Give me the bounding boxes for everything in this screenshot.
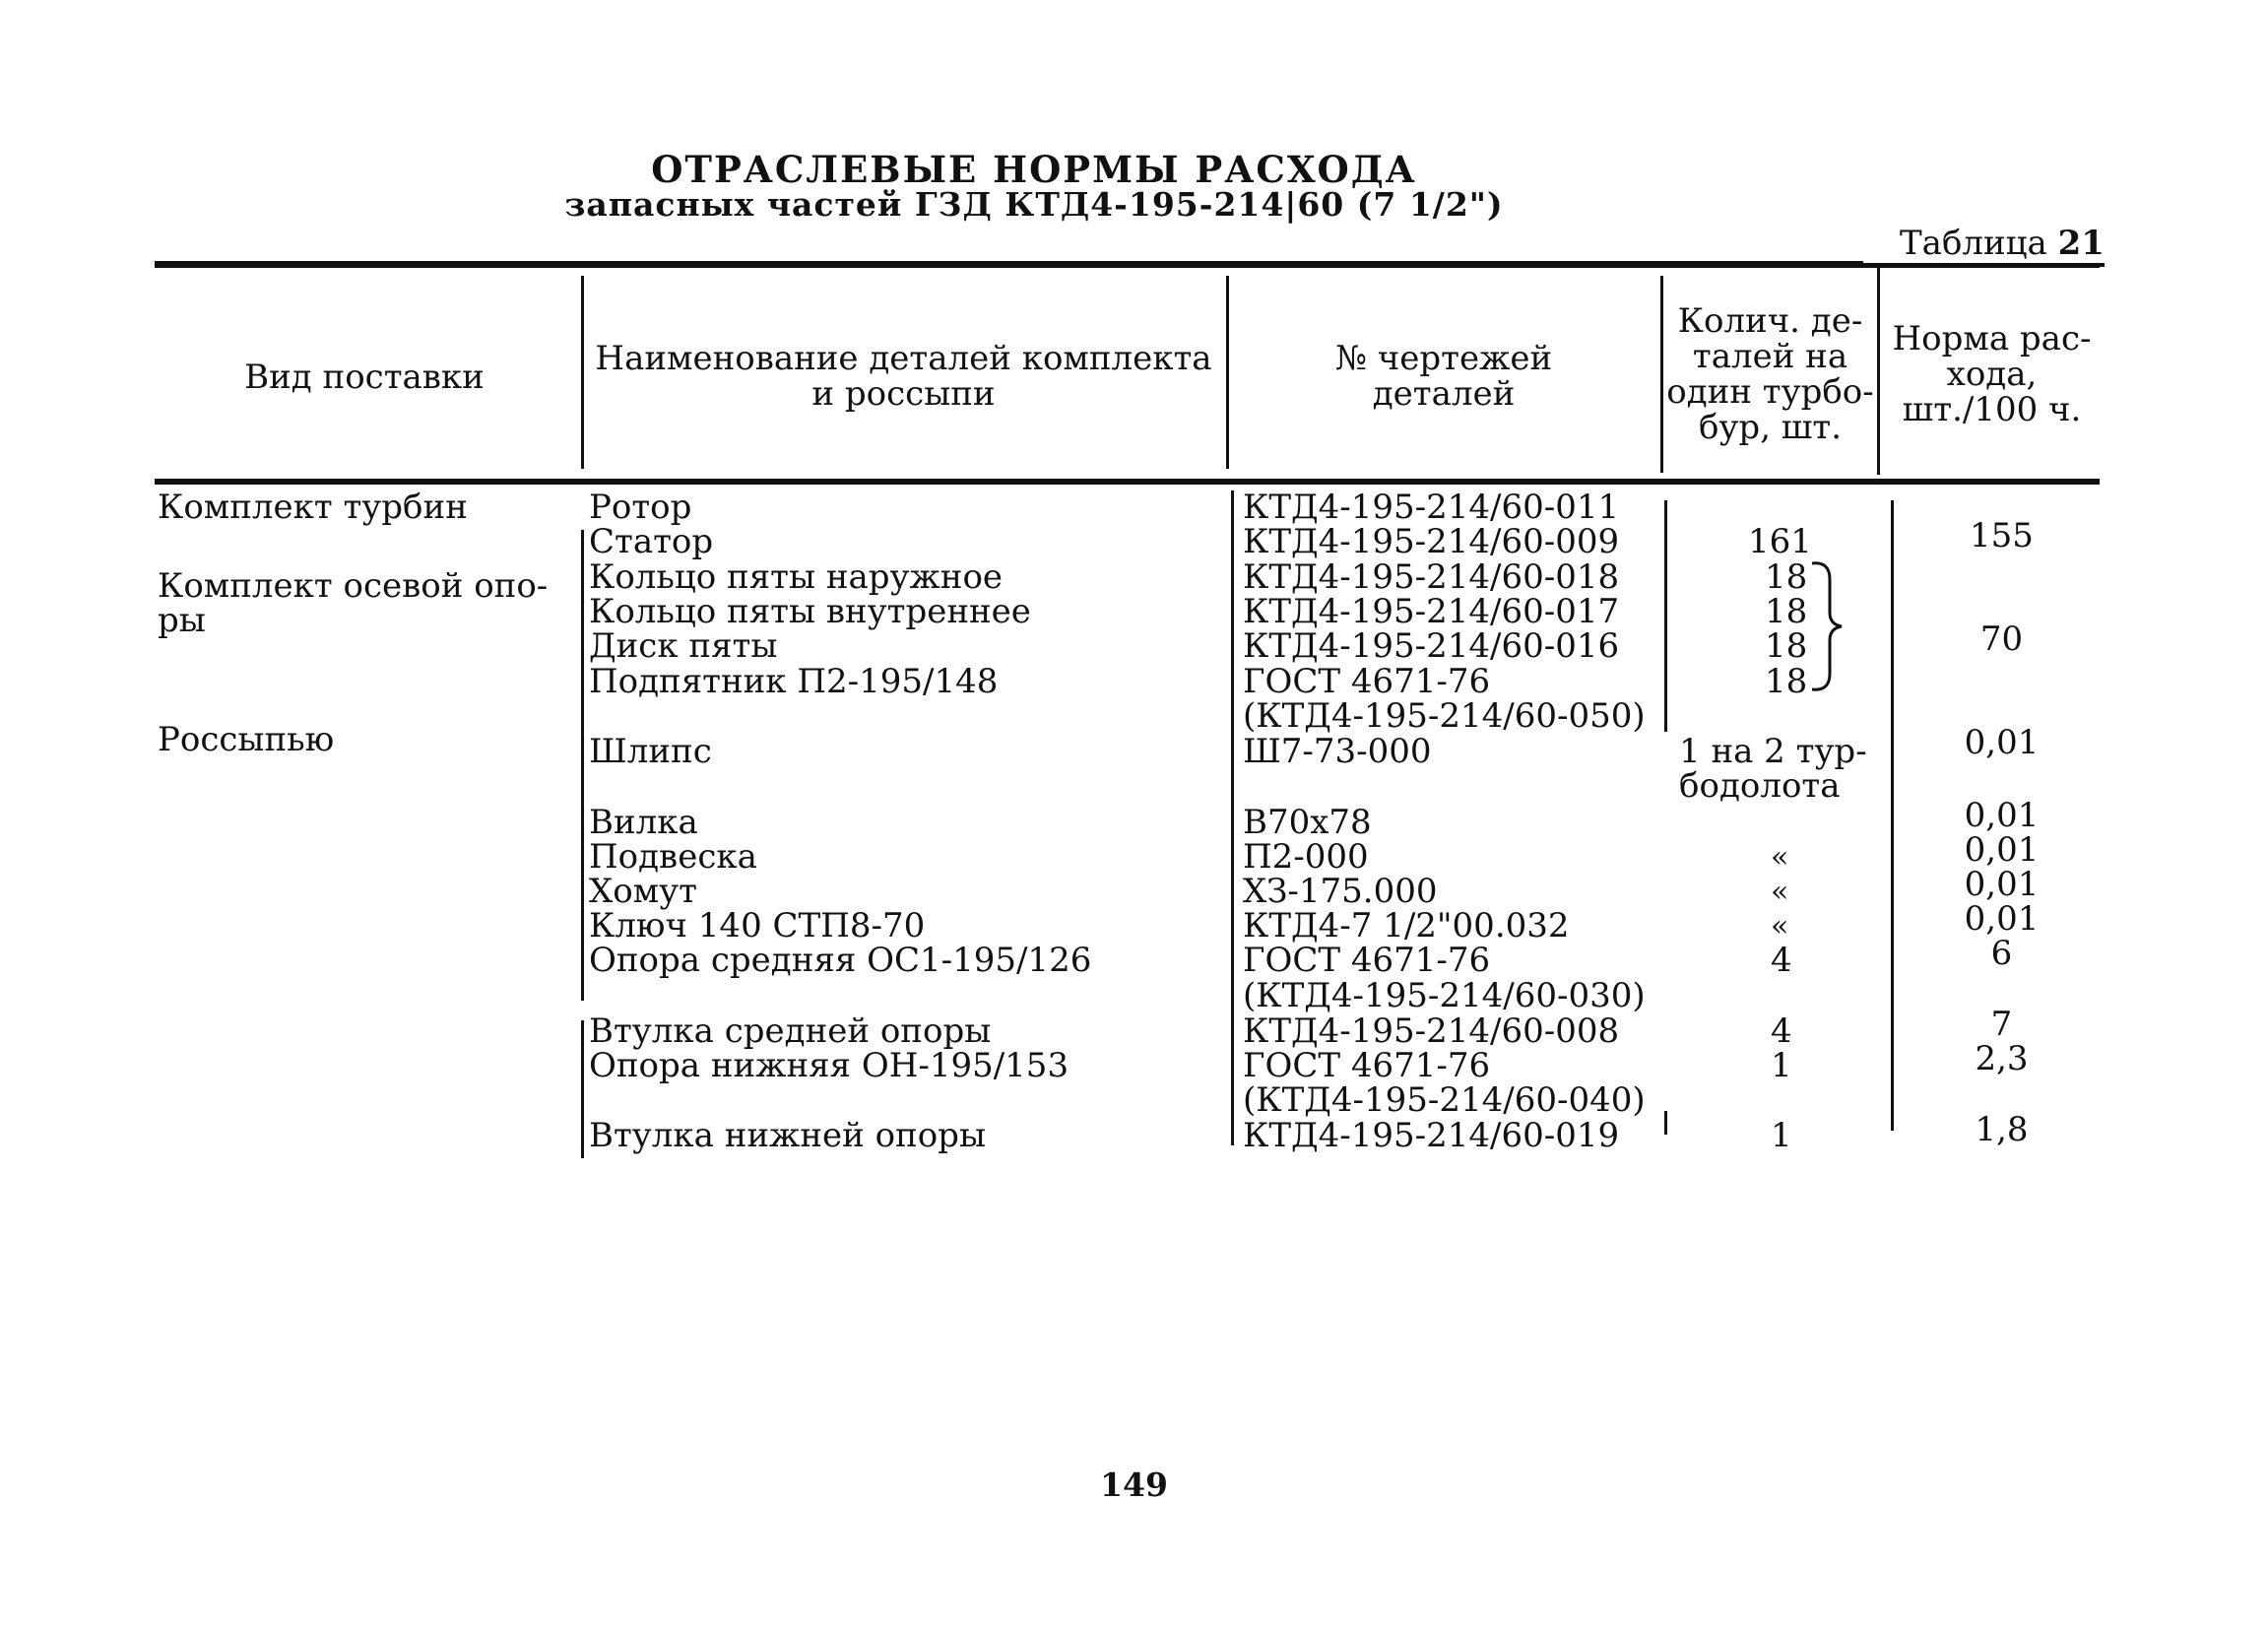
part-name: Шлипс (589, 732, 712, 771)
part-name: Ключ 140 СТП8-70 (589, 906, 926, 945)
header-divider-4 (1877, 268, 1880, 475)
header-norm (1881, 321, 2103, 427)
part-name: Втулка нижней опоры (589, 1116, 987, 1155)
drawing-number: ГОСТ 4671-76 (1243, 662, 1491, 701)
part-name: Подпятник П2-195/148 (589, 662, 999, 701)
drawing-number: КТД4-195-214/60-009 (1243, 522, 1620, 561)
group-turbine-set: Комплект турбин (158, 488, 468, 527)
body-divider-2 (1231, 490, 1234, 1145)
table-label-text: Таблица (1900, 224, 2047, 263)
quantity-value: 18 (1765, 592, 1808, 631)
header-quantity (1664, 303, 1876, 445)
norm-value: 2,3 (1975, 1039, 2029, 1078)
drawing-number: КТД4-195-214/60-008 (1243, 1011, 1620, 1051)
header-divider-3 (1660, 276, 1663, 473)
drawing-number: (КТД4-195-214/60-030) (1243, 976, 1646, 1015)
norm-value: 6 (1990, 934, 2013, 973)
drawing-number: КТД4-195-214/60-017 (1243, 592, 1620, 631)
drawing-number: КТД4-195-214/60-016 (1243, 626, 1620, 666)
drawing-number: П2-000 (1243, 837, 1369, 877)
quantity-value: 18 (1765, 626, 1808, 666)
header-quantity-line-3: один турбо- (1666, 372, 1874, 412)
part-name: Опора средняя ОС1-195/126 (589, 941, 1092, 980)
part-name: Ротор (589, 488, 692, 527)
group-axial-support-line-2: ры (158, 601, 206, 640)
group-axial-support (158, 566, 549, 640)
part-name: Кольцо пяты наружное (589, 557, 1004, 597)
drawing-number: КТД4-195-214/60-019 (1243, 1116, 1620, 1155)
part-name: Подвеска (589, 837, 757, 877)
body-divider-4 (1891, 500, 1894, 1131)
part-name: Статор (589, 522, 714, 561)
norm-value: 0,01 (1964, 830, 2040, 870)
header-part-name-line-2: и россыпи (811, 374, 996, 414)
quantity-shlips (1679, 732, 1867, 806)
table-top-rule (155, 261, 1863, 268)
quantity-value: 4 (1771, 941, 1792, 980)
part-name: Вилка (589, 803, 698, 842)
table-top-rule-right (1863, 263, 2100, 268)
table-number: 21 (2058, 224, 2105, 267)
drawing-number: (КТД4-195-214/60-040) (1243, 1080, 1646, 1120)
norm-value: 0,01 (1964, 865, 2040, 904)
header-quantity-line-2: талей на (1692, 337, 1848, 376)
drawing-number: (КТД4-195-214/60-050) (1243, 696, 1646, 736)
ditto-mark: « (1771, 840, 1789, 875)
quantity-value: 1 (1771, 1046, 1792, 1085)
drawing-number: КТД4-195-214/60-018 (1243, 557, 1620, 597)
body-divider-1b (581, 1020, 584, 1158)
quantity-value: 4 (1771, 1011, 1792, 1051)
header-drawing-number-line-1: № чертежей (1334, 339, 1553, 378)
norm-value: 7 (1990, 1005, 2013, 1044)
drawing-number: КТД4-7 1/2"00.032 (1243, 906, 1570, 945)
quantity-shlips-line-1: 1 на 2 тур- (1679, 732, 1867, 771)
part-name: Диск пяты (589, 626, 778, 666)
header-divider-2 (1226, 276, 1229, 469)
header-supply-type (158, 359, 571, 395)
header-drawing-number (1231, 341, 1656, 412)
quantity-value: 18 (1765, 662, 1808, 701)
part-name: Опора нижняя ОН-195/153 (589, 1046, 1069, 1085)
quantity-value: 1 (1771, 1116, 1792, 1155)
norm-value: 0,01 (1964, 899, 2040, 939)
header-supply-type-text: Вид поставки (244, 358, 485, 397)
part-name: Кольцо пяты внутреннее (589, 592, 1031, 631)
body-divider-3b (1664, 1111, 1667, 1135)
group-axial-support-line-1: Комплект осевой опо- (158, 566, 549, 606)
header-part-name (586, 341, 1221, 412)
quantity-shlips-line-2: бодолота (1679, 766, 1841, 806)
part-name: Хомут (589, 872, 697, 911)
norm-value: 0,01 (1964, 723, 2040, 762)
drawing-number: Ш7-73-000 (1243, 732, 1432, 771)
quantity-value: 161 (1748, 522, 1812, 561)
page-number: 149 (1100, 1466, 1168, 1504)
group-loose: Россыпью (158, 720, 335, 759)
norm-value: 1,8 (1975, 1110, 2029, 1149)
drawing-number: ХЗ-175.000 (1243, 872, 1438, 911)
page-subtitle: запасных частей ГЗД КТД4-195-214|60 (7 1/2") (564, 185, 1504, 224)
norm-value: 0,01 (1964, 796, 2040, 835)
ditto-mark: « (1771, 875, 1789, 909)
ditto-mark: « (1771, 909, 1789, 944)
body-divider-3a (1664, 500, 1667, 732)
header-drawing-number-line-2: деталей (1372, 374, 1516, 414)
header-quantity-line-1: Колич. де- (1677, 301, 1863, 341)
curly-brace-icon (1808, 557, 1846, 695)
drawing-number: В70х78 (1243, 803, 1372, 842)
body-divider-1a (581, 530, 584, 1001)
drawing-number: ГОСТ 4671-76 (1243, 1046, 1491, 1085)
drawing-number: КТД4-195-214/60-011 (1243, 488, 1620, 527)
header-quantity-line-4: бур, шт. (1698, 408, 1843, 447)
header-norm-line-2: хода, (1946, 355, 2038, 394)
header-part-name-line-1: Наименование деталей комплекта (595, 339, 1212, 378)
page-title: ОТРАСЛЕВЫЕ НОРМЫ РАСХОДА (651, 148, 1417, 191)
quantity-value: 18 (1765, 557, 1808, 597)
header-bottom-rule (155, 479, 2100, 485)
header-norm-line-1: Норма рас- (1892, 319, 2092, 358)
header-norm-line-3: шт./100 ч. (1902, 390, 2082, 429)
table-label (1900, 224, 2105, 263)
norm-value: 155 (1970, 516, 2034, 555)
part-name: Втулка средней опоры (589, 1011, 992, 1051)
norm-value: 70 (1979, 619, 2024, 659)
header-divider-1 (581, 276, 584, 469)
drawing-number: ГОСТ 4671-76 (1243, 941, 1491, 980)
